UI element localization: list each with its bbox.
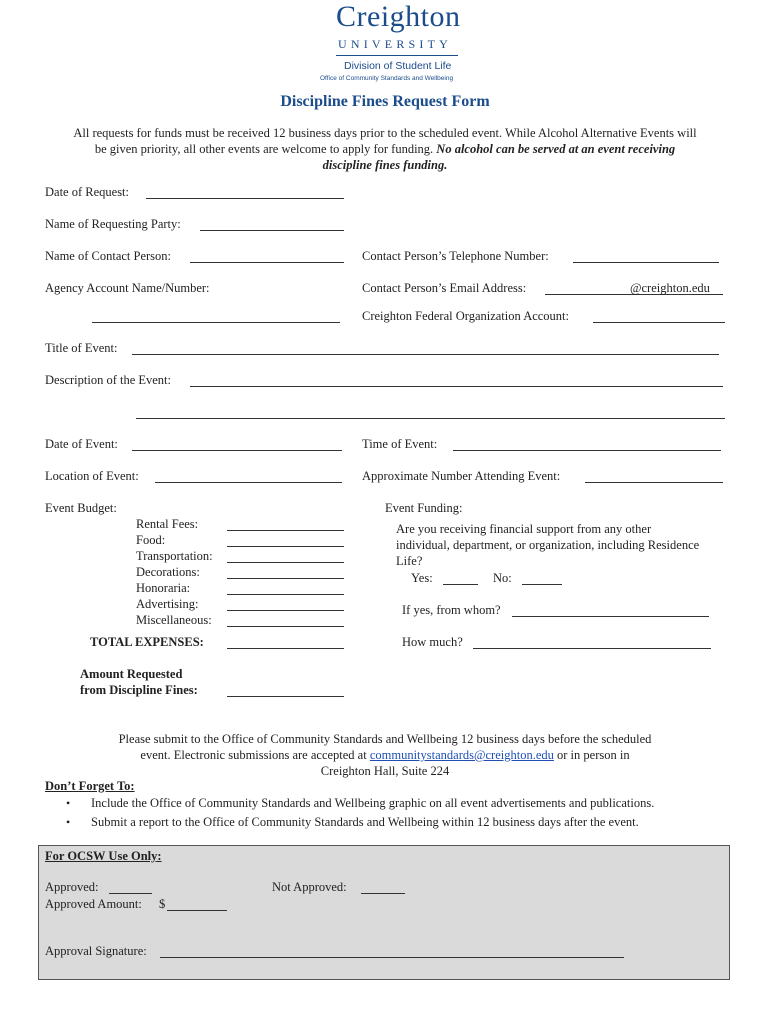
ocsw-heading-text: For OCSW Use Only: <box>45 849 162 863</box>
agency-account-label: Agency Account Name/Number: <box>45 281 210 295</box>
date-of-request-field[interactable] <box>146 198 344 199</box>
dollar-sign: $ <box>159 897 166 911</box>
funding-yes-label: Yes: <box>411 571 433 585</box>
intro-line-1: All requests for funds must be received 12 business days prior to the scheduled event. While Alcohol Alternative Events will <box>73 126 697 140</box>
how-much-label: How much? <box>402 635 463 649</box>
logo-rule <box>336 55 458 56</box>
funding-yes-field[interactable] <box>443 584 478 585</box>
budget-item-label: Food: <box>136 533 166 547</box>
intro-paragraph <box>30 125 740 173</box>
reminder-item: Submit a report to the Office of Community Standards and Wellbeing within 12 business days after the event. <box>91 815 639 829</box>
submission-instructions <box>40 731 730 779</box>
bullet-icon: • <box>66 796 71 810</box>
event-location-field[interactable] <box>155 482 342 483</box>
logo-division: Division of Student Life <box>344 60 452 72</box>
budget-item-label: Transportation: <box>136 549 213 563</box>
attending-label: Approximate Number Attending Event: <box>362 469 561 483</box>
attending-field[interactable] <box>585 482 723 483</box>
contact-person-field[interactable] <box>190 262 344 263</box>
logo-office: Office of Community Standards and Wellbeing <box>320 75 454 82</box>
reminder-heading-text: Don’t Forget To: <box>45 779 135 793</box>
amount-requested-label-2: from Discipline Fines: <box>80 683 198 697</box>
budget-advertising-field[interactable] <box>227 610 344 611</box>
budget-item-label: Miscellaneous: <box>136 613 212 627</box>
requesting-party-label: Name of Requesting Party: <box>45 217 181 231</box>
funding-no-label: No: <box>493 571 512 585</box>
from-whom-label: If yes, from whom? <box>402 603 501 617</box>
submission-email-link[interactable]: communitystandards@creighton.edu <box>369 748 554 762</box>
funding-question-line-1: Are you receiving financial support from any other <box>396 522 652 536</box>
event-title-label: Title of Event: <box>45 341 118 355</box>
submission-line-3: Creighton Hall, Suite 224 <box>320 764 450 778</box>
event-time-field[interactable] <box>453 450 721 451</box>
ocsw-use-box <box>38 845 730 980</box>
total-expenses-label: TOTAL EXPENSES: <box>90 635 204 649</box>
form-title: Discipline Fines Request Form <box>280 93 490 110</box>
event-time-label: Time of Event: <box>362 437 438 451</box>
reminder-heading <box>45 779 135 794</box>
submission-line-1: Please submit to the Office of Community Standards and Wellbeing 12 business days before the scheduled <box>118 732 652 746</box>
contact-person-label: Name of Contact Person: <box>45 249 172 263</box>
federal-account-field[interactable] <box>593 322 725 323</box>
amount-requested-label-1: Amount Requested <box>80 667 183 681</box>
budget-rental-field[interactable] <box>227 530 344 531</box>
intro-line-2: be given priority, all other events are welcome to apply for funding. <box>94 142 437 156</box>
funding-question-line-2: individual, department, or organization, including Residence <box>396 538 700 552</box>
agency-account-field[interactable] <box>92 322 340 323</box>
submission-line-2-end: or in person in <box>553 748 630 762</box>
budget-item-label: Rental Fees: <box>136 517 199 531</box>
budget-food-field[interactable] <box>227 546 344 547</box>
requesting-party-field[interactable] <box>200 230 344 231</box>
funding-no-field[interactable] <box>522 584 562 585</box>
contact-phone-label: Contact Person’s Telephone Number: <box>362 249 549 263</box>
email-domain: @creighton.edu <box>630 281 710 295</box>
submission-line-2: event. Electronic submissions are accepted at <box>140 748 370 762</box>
approved-amount-field[interactable] <box>167 910 227 911</box>
contact-email-label: Contact Person’s Email Address: <box>362 281 527 295</box>
intro-emphasis-2: discipline fines funding. <box>322 158 448 172</box>
budget-decorations-field[interactable] <box>227 578 344 579</box>
funding-question-line-3: Life? <box>396 554 423 568</box>
budget-item-label: Advertising: <box>136 597 199 611</box>
budget-item-label: Decorations: <box>136 565 200 579</box>
amount-requested-field[interactable] <box>227 696 344 697</box>
event-date-label: Date of Event: <box>45 437 118 451</box>
approved-amount-label: Approved Amount: <box>45 897 142 911</box>
event-description-label: Description of the Event: <box>45 373 172 387</box>
how-much-field[interactable] <box>473 648 711 649</box>
intro-emphasis-1: No alcohol can be served at an event receiving <box>436 142 676 156</box>
total-expenses-field[interactable] <box>227 648 344 649</box>
bullet-icon: • <box>66 815 71 829</box>
reminder-item: Include the Office of Community Standards and Wellbeing graphic on all event advertisements and publications. <box>91 796 655 810</box>
budget-transportation-field[interactable] <box>227 562 344 563</box>
budget-item-label: Honoraria: <box>136 581 191 595</box>
federal-account-label: Creighton Federal Organization Account: <box>362 309 570 323</box>
logo-wordmark: Creighton <box>336 0 461 33</box>
logo-university: UNIVERSITY <box>338 37 452 51</box>
budget-honoraria-field[interactable] <box>227 594 344 595</box>
approved-label: Approved: <box>45 880 99 894</box>
contact-phone-field[interactable] <box>573 262 719 263</box>
date-of-request-label: Date of Request: <box>45 185 130 199</box>
event-description-field-line-2[interactable] <box>136 418 725 419</box>
not-approved-label: Not Approved: <box>272 880 347 894</box>
budget-misc-field[interactable] <box>227 626 344 627</box>
ocsw-heading <box>45 849 162 864</box>
event-funding-heading: Event Funding: <box>385 501 463 515</box>
from-whom-field[interactable] <box>512 616 709 617</box>
not-approved-field[interactable] <box>361 893 405 894</box>
event-title-field[interactable] <box>132 354 719 355</box>
approved-field[interactable] <box>109 893 152 894</box>
event-budget-heading: Event Budget: <box>45 501 117 515</box>
approval-signature-label: Approval Signature: <box>45 944 147 958</box>
event-description-field[interactable] <box>190 386 723 387</box>
event-date-field[interactable] <box>132 450 342 451</box>
approval-signature-field[interactable] <box>160 957 624 958</box>
event-location-label: Location of Event: <box>45 469 139 483</box>
